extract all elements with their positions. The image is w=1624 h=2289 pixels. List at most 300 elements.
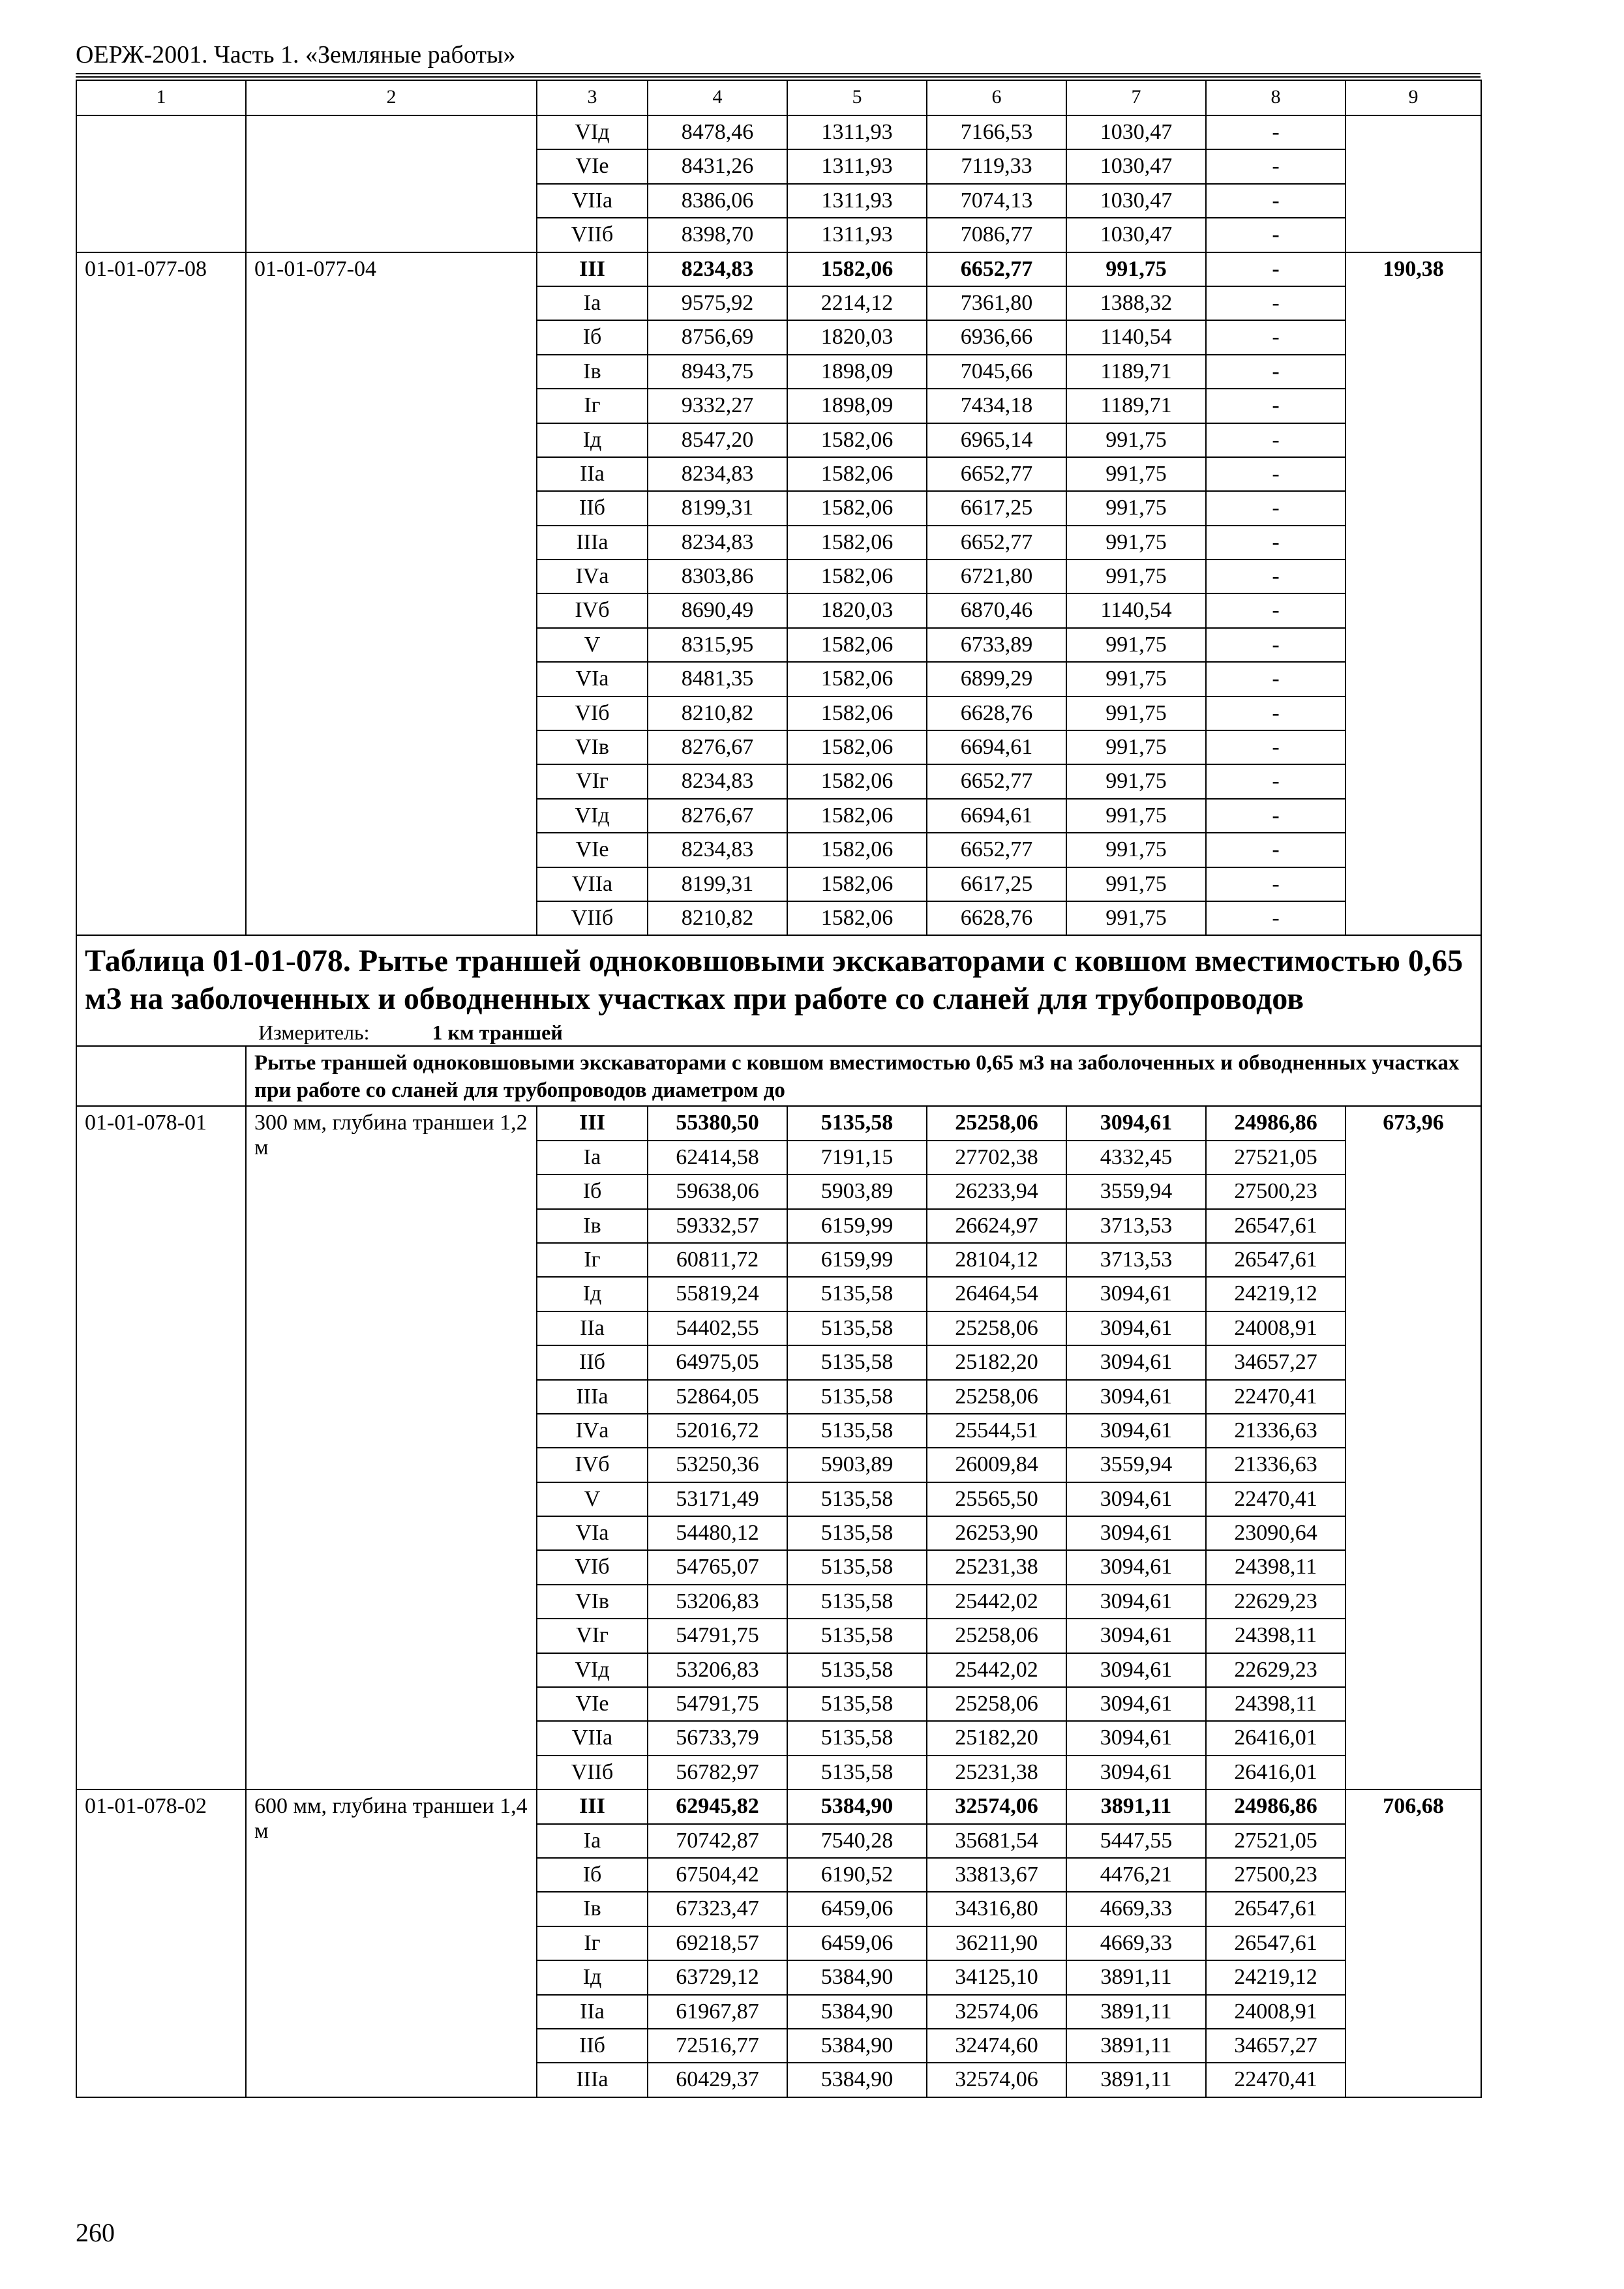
value-cell: 991,75 <box>1066 560 1206 593</box>
soil-group-cell: VIе <box>537 833 648 867</box>
value-cell: 3094,61 <box>1066 1106 1206 1140</box>
soil-group-cell: IIIа <box>537 2063 648 2097</box>
value-cell: 36211,90 <box>927 1926 1066 1960</box>
value-cell: 24219,12 <box>1206 1960 1346 1994</box>
value-cell: 5135,58 <box>787 1687 927 1721</box>
value-cell: 25442,02 <box>927 1653 1066 1687</box>
soil-group-cell: Iб <box>537 1174 648 1208</box>
soil-group-cell: VIIа <box>537 1721 648 1755</box>
value-cell: 8315,95 <box>648 628 787 662</box>
value-cell: 8199,31 <box>648 867 787 901</box>
value-cell: 26547,61 <box>1206 1892 1346 1926</box>
value-cell: 8234,83 <box>648 457 787 491</box>
column-number: 6 <box>927 80 1066 115</box>
value-cell: 5135,58 <box>787 1345 927 1379</box>
value-cell: 8690,49 <box>648 593 787 627</box>
value-cell: - <box>1206 730 1346 764</box>
soil-group-cell: IVа <box>537 1414 648 1448</box>
value-cell: 25182,20 <box>927 1345 1066 1379</box>
value-cell: 8210,82 <box>648 901 787 935</box>
labor-cost: 673,96 <box>1346 1106 1481 1789</box>
labor-cost: 706,68 <box>1346 1789 1481 2097</box>
value-cell: 9332,27 <box>648 389 787 423</box>
soil-group-cell: VIе <box>537 1687 648 1721</box>
value-cell: 24219,12 <box>1206 1277 1346 1311</box>
soil-group-cell: Iг <box>537 1926 648 1960</box>
blank-cell <box>76 1046 246 1106</box>
value-cell: 8431,26 <box>648 149 787 183</box>
value-cell: 5384,90 <box>787 2063 927 2097</box>
soil-group-cell: VIг <box>537 1619 648 1653</box>
value-cell: - <box>1206 833 1346 867</box>
value-cell: 27702,38 <box>927 1141 1066 1174</box>
value-cell: 67323,47 <box>648 1892 787 1926</box>
value-cell: 26253,90 <box>927 1516 1066 1550</box>
value-cell: 53206,83 <box>648 1653 787 1687</box>
value-cell: 54480,12 <box>648 1516 787 1550</box>
value-cell: 3094,61 <box>1066 1721 1206 1755</box>
value-cell: 1582,06 <box>787 491 927 525</box>
value-cell: 55380,50 <box>648 1106 787 1140</box>
value-cell: 991,75 <box>1066 799 1206 833</box>
soil-group-cell: VIIа <box>537 867 648 901</box>
value-cell: 3713,53 <box>1066 1243 1206 1277</box>
value-cell: 53171,49 <box>648 1482 787 1516</box>
value-cell: 32574,06 <box>927 1789 1066 1823</box>
column-number: 5 <box>787 80 927 115</box>
value-cell: 1582,06 <box>787 764 927 798</box>
value-cell: - <box>1206 320 1346 354</box>
value-cell: 54765,07 <box>648 1550 787 1584</box>
value-cell: 3891,11 <box>1066 1995 1206 2029</box>
value-cell: 8210,82 <box>648 696 787 730</box>
value-cell: 24008,91 <box>1206 1311 1346 1345</box>
soil-group-cell: VIIа <box>537 184 648 218</box>
value-cell: 34657,27 <box>1206 1345 1346 1379</box>
value-cell: 26547,61 <box>1206 1926 1346 1960</box>
soil-group-cell: Iа <box>537 1141 648 1174</box>
value-cell: 1140,54 <box>1066 320 1206 354</box>
value-cell: 27521,05 <box>1206 1141 1346 1174</box>
value-cell: 991,75 <box>1066 730 1206 764</box>
value-cell: 26624,97 <box>927 1209 1066 1243</box>
value-cell: 1582,06 <box>787 423 927 457</box>
column-number: 7 <box>1066 80 1206 115</box>
soil-group-cell: IIа <box>537 1995 648 2029</box>
value-cell: 27500,23 <box>1206 1174 1346 1208</box>
soil-group-cell: III <box>537 1106 648 1140</box>
value-cell: 8303,86 <box>648 560 787 593</box>
value-cell: 26416,01 <box>1206 1721 1346 1755</box>
value-cell: 991,75 <box>1066 457 1206 491</box>
value-cell: 7540,28 <box>787 1824 927 1858</box>
value-cell: 25231,38 <box>927 1550 1066 1584</box>
value-cell: 55819,24 <box>648 1277 787 1311</box>
value-cell: 53206,83 <box>648 1585 787 1619</box>
value-cell: 991,75 <box>1066 526 1206 560</box>
value-cell: 70742,87 <box>648 1824 787 1858</box>
value-cell: 26416,01 <box>1206 1756 1346 1789</box>
value-cell: 7361,80 <box>927 286 1066 320</box>
value-cell: - <box>1206 423 1346 457</box>
value-cell: 67504,42 <box>648 1858 787 1892</box>
value-cell: 22629,23 <box>1206 1653 1346 1687</box>
soil-group-cell: VIб <box>537 1550 648 1584</box>
value-cell: 72516,77 <box>648 2029 787 2063</box>
value-cell: 6694,61 <box>927 799 1066 833</box>
value-cell: 8481,35 <box>648 662 787 696</box>
value-cell: 26547,61 <box>1206 1209 1346 1243</box>
value-cell: 26464,54 <box>927 1277 1066 1311</box>
value-cell: 5135,58 <box>787 1380 927 1414</box>
column-number: 9 <box>1346 80 1481 115</box>
value-cell: 6617,25 <box>927 867 1066 901</box>
value-cell: 8199,31 <box>648 491 787 525</box>
soil-group-cell: Iа <box>537 1824 648 1858</box>
value-cell: 6899,29 <box>927 662 1066 696</box>
subtitle-row <box>76 1046 1481 1106</box>
value-cell: 5135,58 <box>787 1619 927 1653</box>
value-cell: 8398,70 <box>648 218 787 252</box>
soil-group-cell: IIа <box>537 1311 648 1345</box>
value-cell: - <box>1206 696 1346 730</box>
soil-group-cell: Iв <box>537 1209 648 1243</box>
value-cell: 26009,84 <box>927 1448 1066 1482</box>
rate-code: 01-01-078-02 <box>76 1789 246 2097</box>
value-cell: 53250,36 <box>648 1448 787 1482</box>
value-cell: 5135,58 <box>787 1653 927 1687</box>
rates-table <box>76 80 1482 2098</box>
value-cell: 60811,72 <box>648 1243 787 1277</box>
value-cell: 7045,66 <box>927 355 1066 389</box>
value-cell: 8234,83 <box>648 833 787 867</box>
value-cell: 6733,89 <box>927 628 1066 662</box>
reference-code: 01-01-077-04 <box>246 252 537 936</box>
value-cell: 991,75 <box>1066 696 1206 730</box>
soil-group-cell: Iв <box>537 355 648 389</box>
rate-code: 01-01-077-08 <box>76 252 246 936</box>
value-cell: 1820,03 <box>787 593 927 627</box>
value-cell: 1311,93 <box>787 149 927 183</box>
soil-group-cell: VIа <box>537 662 648 696</box>
value-cell: 991,75 <box>1066 867 1206 901</box>
value-cell: 6617,25 <box>927 491 1066 525</box>
value-cell: 27521,05 <box>1206 1824 1346 1858</box>
value-cell: 4332,45 <box>1066 1141 1206 1174</box>
value-cell: 5384,90 <box>787 2029 927 2063</box>
document-header: ОЕРЖ-2001. Часть 1. «Земляные работы» <box>76 41 516 68</box>
soil-group-cell: V <box>537 1482 648 1516</box>
value-cell: 28104,12 <box>927 1243 1066 1277</box>
table-title-text: Таблица 01-01-078. Рытье траншей одноковшовыми экскаваторами с ковшом вместимостью 0,65 м3 на заболоченных и обводненных участках при работе со сланей для трубопроводов <box>85 944 1463 1017</box>
value-cell: 3094,61 <box>1066 1345 1206 1379</box>
value-cell: 59638,06 <box>648 1174 787 1208</box>
value-cell: 8276,67 <box>648 799 787 833</box>
value-cell: 3094,61 <box>1066 1687 1206 1721</box>
soil-group-cell: VIIб <box>537 1756 648 1789</box>
value-cell: 3094,61 <box>1066 1414 1206 1448</box>
value-cell: 1582,06 <box>787 560 927 593</box>
value-cell: 991,75 <box>1066 662 1206 696</box>
value-cell: 1189,71 <box>1066 355 1206 389</box>
measure-label: Измеритель: <box>258 1021 370 1045</box>
value-cell: 34657,27 <box>1206 2029 1346 2063</box>
value-cell: 32574,06 <box>927 2063 1066 2097</box>
value-cell: 3559,94 <box>1066 1174 1206 1208</box>
value-cell: 59332,57 <box>648 1209 787 1243</box>
labor-cost: 190,38 <box>1346 252 1481 936</box>
table-row <box>76 252 1481 286</box>
value-cell: - <box>1206 286 1346 320</box>
value-cell: 8276,67 <box>648 730 787 764</box>
value-cell: 24986,86 <box>1206 1789 1346 1823</box>
value-cell: 69218,57 <box>648 1926 787 1960</box>
value-cell: 52864,05 <box>648 1380 787 1414</box>
value-cell: 6652,77 <box>927 252 1066 286</box>
value-cell: 5135,58 <box>787 1550 927 1584</box>
blank-cell <box>246 115 537 252</box>
soil-group-cell: Iд <box>537 423 648 457</box>
value-cell: 6652,77 <box>927 833 1066 867</box>
value-cell: 1582,06 <box>787 628 927 662</box>
value-cell: 7074,13 <box>927 184 1066 218</box>
soil-group-cell: IIб <box>537 491 648 525</box>
value-cell: 7434,18 <box>927 389 1066 423</box>
soil-group-cell: IIб <box>537 2029 648 2063</box>
soil-group-cell: VIд <box>537 1653 648 1687</box>
value-cell: 5384,90 <box>787 1960 927 1994</box>
value-cell: 7119,33 <box>927 149 1066 183</box>
value-cell: 991,75 <box>1066 423 1206 457</box>
measure-unit: 1 км траншей <box>432 1021 563 1045</box>
value-cell: 24398,11 <box>1206 1687 1346 1721</box>
header-rule <box>76 73 1481 78</box>
page-number: 260 <box>76 2218 115 2247</box>
value-cell: 54791,75 <box>648 1619 787 1653</box>
value-cell: - <box>1206 901 1346 935</box>
value-cell: 35681,54 <box>927 1824 1066 1858</box>
value-cell: 8234,83 <box>648 526 787 560</box>
value-cell: - <box>1206 662 1346 696</box>
soil-group-cell: VIг <box>537 764 648 798</box>
value-cell: 4476,21 <box>1066 1858 1206 1892</box>
soil-group-cell: Iг <box>537 389 648 423</box>
value-cell: 8943,75 <box>648 355 787 389</box>
value-cell: 5384,90 <box>787 1995 927 2029</box>
column-number-row <box>76 80 1481 115</box>
value-cell: 56733,79 <box>648 1721 787 1755</box>
value-cell: 25565,50 <box>927 1482 1066 1516</box>
value-cell: 62414,58 <box>648 1141 787 1174</box>
value-cell: 3094,61 <box>1066 1585 1206 1619</box>
value-cell: 1582,06 <box>787 696 927 730</box>
value-cell: 991,75 <box>1066 491 1206 525</box>
value-cell: 8386,06 <box>648 184 787 218</box>
value-cell: - <box>1206 764 1346 798</box>
value-cell: 991,75 <box>1066 901 1206 935</box>
soil-group-cell: Iд <box>537 1960 648 1994</box>
soil-group-cell: Iб <box>537 320 648 354</box>
work-description: 300 мм, глубина траншеи 1,2 м <box>246 1106 537 1789</box>
value-cell: 6628,76 <box>927 696 1066 730</box>
value-cell: 23090,64 <box>1206 1516 1346 1550</box>
value-cell: 6628,76 <box>927 901 1066 935</box>
value-cell: 1030,47 <box>1066 115 1206 149</box>
value-cell: 6190,52 <box>787 1858 927 1892</box>
value-cell: 4669,33 <box>1066 1892 1206 1926</box>
value-cell: 25182,20 <box>927 1721 1066 1755</box>
value-cell: 1820,03 <box>787 320 927 354</box>
value-cell: 3094,61 <box>1066 1550 1206 1584</box>
soil-group-cell: IVб <box>537 1448 648 1482</box>
soil-group-cell: IIIа <box>537 526 648 560</box>
value-cell: 5135,58 <box>787 1277 927 1311</box>
value-cell: 6936,66 <box>927 320 1066 354</box>
value-cell: 3094,61 <box>1066 1516 1206 1550</box>
value-cell: 63729,12 <box>648 1960 787 1994</box>
value-cell: 5135,58 <box>787 1721 927 1755</box>
value-cell: 5384,90 <box>787 1789 927 1823</box>
value-cell: 24398,11 <box>1206 1619 1346 1653</box>
value-cell: 25258,06 <box>927 1380 1066 1414</box>
soil-group-cell: VIIб <box>537 901 648 935</box>
value-cell: - <box>1206 628 1346 662</box>
value-cell: 8234,83 <box>648 252 787 286</box>
value-cell: 6652,77 <box>927 526 1066 560</box>
soil-group-cell: V <box>537 628 648 662</box>
value-cell: - <box>1206 457 1346 491</box>
value-cell: 25258,06 <box>927 1106 1066 1140</box>
value-cell: - <box>1206 252 1346 286</box>
value-cell: 33813,67 <box>927 1858 1066 1892</box>
blank-cell <box>1346 115 1481 252</box>
value-cell: 6721,80 <box>927 560 1066 593</box>
value-cell: 1582,06 <box>787 730 927 764</box>
value-cell: 6965,14 <box>927 423 1066 457</box>
value-cell: 1311,93 <box>787 184 927 218</box>
column-number: 4 <box>648 80 787 115</box>
table-title <box>76 935 1481 1046</box>
soil-group-cell: VIе <box>537 149 648 183</box>
value-cell: 1582,06 <box>787 457 927 491</box>
value-cell: 6159,99 <box>787 1243 927 1277</box>
value-cell: 32474,60 <box>927 2029 1066 2063</box>
column-number: 8 <box>1206 80 1346 115</box>
value-cell: 1140,54 <box>1066 593 1206 627</box>
value-cell: 5135,58 <box>787 1585 927 1619</box>
value-cell: - <box>1206 115 1346 149</box>
value-cell: 5135,58 <box>787 1311 927 1345</box>
value-cell: 8756,69 <box>648 320 787 354</box>
value-cell: 25231,38 <box>927 1756 1066 1789</box>
value-cell: 991,75 <box>1066 833 1206 867</box>
value-cell: 24398,11 <box>1206 1550 1346 1584</box>
value-cell: 3891,11 <box>1066 2063 1206 2097</box>
column-number: 3 <box>537 80 648 115</box>
value-cell: - <box>1206 184 1346 218</box>
value-cell: - <box>1206 799 1346 833</box>
blank-cell <box>76 115 246 252</box>
value-cell: 22629,23 <box>1206 1585 1346 1619</box>
value-cell: 1311,93 <box>787 115 927 149</box>
column-number: 2 <box>246 80 537 115</box>
value-cell: 61967,87 <box>648 1995 787 2029</box>
value-cell: 3094,61 <box>1066 1653 1206 1687</box>
soil-group-cell: IVб <box>537 593 648 627</box>
value-cell: 3094,61 <box>1066 1311 1206 1345</box>
value-cell: 26233,94 <box>927 1174 1066 1208</box>
table-row <box>76 115 1481 149</box>
value-cell: 6870,46 <box>927 593 1066 627</box>
soil-group-cell: VIIб <box>537 218 648 252</box>
soil-group-cell: VIд <box>537 799 648 833</box>
value-cell: 8234,83 <box>648 764 787 798</box>
soil-group-cell: IVа <box>537 560 648 593</box>
value-cell: 3891,11 <box>1066 1789 1206 1823</box>
value-cell: 22470,41 <box>1206 1482 1346 1516</box>
table-title-row <box>76 935 1481 1046</box>
value-cell: 3094,61 <box>1066 1277 1206 1311</box>
value-cell: 52016,72 <box>648 1414 787 1448</box>
value-cell: 1898,09 <box>787 389 927 423</box>
value-cell: 25258,06 <box>927 1687 1066 1721</box>
value-cell: 3094,61 <box>1066 1756 1206 1789</box>
soil-group-cell: VIд <box>537 115 648 149</box>
value-cell: 6459,06 <box>787 1892 927 1926</box>
value-cell: 7191,15 <box>787 1141 927 1174</box>
value-cell: 3094,61 <box>1066 1380 1206 1414</box>
value-cell: 21336,63 <box>1206 1414 1346 1448</box>
value-cell: 1582,06 <box>787 901 927 935</box>
value-cell: 5447,55 <box>1066 1824 1206 1858</box>
soil-group-cell: VIа <box>537 1516 648 1550</box>
value-cell: 5135,58 <box>787 1106 927 1140</box>
soil-group-cell: VIв <box>537 1585 648 1619</box>
value-cell: 54402,55 <box>648 1311 787 1345</box>
soil-group-cell: Iв <box>537 1892 648 1926</box>
value-cell: 54791,75 <box>648 1687 787 1721</box>
value-cell: 4669,33 <box>1066 1926 1206 1960</box>
value-cell: 1311,93 <box>787 218 927 252</box>
rate-code: 01-01-078-01 <box>76 1106 246 1789</box>
value-cell: 7086,77 <box>927 218 1066 252</box>
value-cell: 991,75 <box>1066 252 1206 286</box>
soil-group-cell: IIа <box>537 457 648 491</box>
value-cell: 6652,77 <box>927 764 1066 798</box>
value-cell: 24008,91 <box>1206 1995 1346 2029</box>
work-description: 600 мм, глубина траншеи 1,4 м <box>246 1789 537 2097</box>
value-cell: 6652,77 <box>927 457 1066 491</box>
value-cell: 1582,06 <box>787 526 927 560</box>
value-cell: 5903,89 <box>787 1174 927 1208</box>
measure-line <box>85 1019 1473 1045</box>
value-cell: 32574,06 <box>927 1995 1066 2029</box>
value-cell: 5135,58 <box>787 1516 927 1550</box>
value-cell: 1582,06 <box>787 867 927 901</box>
column-number: 1 <box>76 80 246 115</box>
value-cell: 3094,61 <box>1066 1482 1206 1516</box>
value-cell: - <box>1206 389 1346 423</box>
value-cell: 5135,58 <box>787 1482 927 1516</box>
value-cell: - <box>1206 526 1346 560</box>
value-cell: 1189,71 <box>1066 389 1206 423</box>
value-cell: - <box>1206 560 1346 593</box>
soil-group-cell: Iб <box>537 1858 648 1892</box>
value-cell: 3891,11 <box>1066 1960 1206 1994</box>
value-cell: 991,75 <box>1066 764 1206 798</box>
value-cell: 25258,06 <box>927 1311 1066 1345</box>
table-subtitle: Рытье траншей одноковшовыми экскаваторами с ковшом вместимостью 0,65 м3 на заболоченных и обводненных участках при работе со сланей для трубопроводов диаметром до <box>246 1046 1481 1106</box>
